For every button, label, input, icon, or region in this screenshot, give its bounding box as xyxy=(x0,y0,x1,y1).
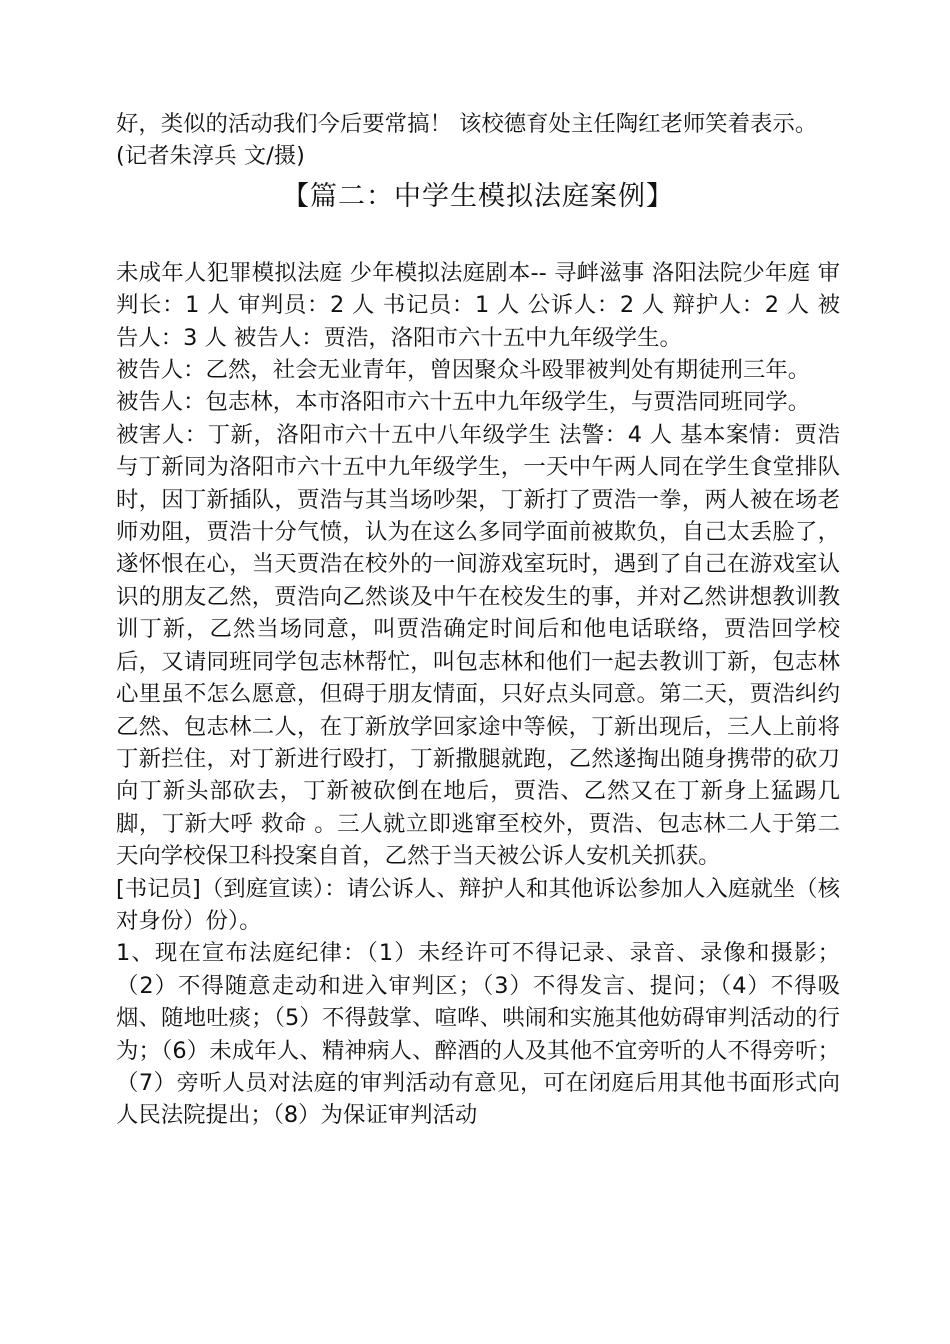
body-paragraph-clerk: [书记员]（到庭宣读）：请公诉人、辩护人和其他诉讼参加人入庭就坐（核对身份）份）。 xyxy=(116,875,840,934)
document-page xyxy=(116,108,840,1132)
body-paragraph-cast: 未成年人犯罪模拟法庭 少年模拟法庭剧本-- 寻衅滋事 洛阳法院少年庭 审判长：1 人 审判员：2 人 书记员：1 人 公诉人：2 人 辩护人：2 人 被告人：3 人 被告人：贾浩，洛阳市六十五中九年级学生。 xyxy=(116,259,840,351)
body-paragraph-defendant-2: 被告人：乙然，社会无业青年，曾因聚众斗殴罪被判处有期徒刑三年。 xyxy=(116,357,811,384)
body-paragraph-defendant-3: 被告人：包志林，本市洛阳市六十五中九年级学生，与贾浩同班同学。 xyxy=(116,389,811,416)
reporter-credit: (记者朱淳兵 文/摄) xyxy=(116,143,305,170)
body-paragraph-court-rules: 1、现在宣布法庭纪律：（1）未经许可不得记录、录音、录像和摄影；（2）不得随意走动和进入审判区；（3）不得发言、提问；（4）不得吸烟、随地吐痰；（5）不得鼓掌、喧哗、哄闹和实施其他妨碍审判活动的行为；（6）未成年人、精神病人、醉酒的人及其他不宜旁听的人不得旁听；（7）旁听人员对法庭的审判活动有意见，可在闭庭后用其他书面形式向人民法院提出；（8）为保证审判活动 xyxy=(116,940,840,1129)
intro-paragraph: 好，类似的活动我们今后要常搞！ 该校德育处主任陶红老师笑着表示。 xyxy=(116,111,818,137)
section-title: 【篇二：中学生模拟法庭案例】 xyxy=(282,180,674,212)
body-paragraph-case-facts: 被害人：丁新，洛阳市六十五中八年级学生 法警：4 人 基本案情：贾浩与丁新同为洛阳市六十五中九年级学生，一天中午两人同在学生食堂排队时，因丁新插队，贾浩与其当场吵架，丁新打了贾浩一拳，两人被在场老师劝阻，贾浩十分气愤，认为在这么多同学面前被欺负，自己太丢脸了，遂怀恨在心，当天贾浩在校外的一间游戏室玩时，遇到了自己在游戏室认识的朋友乙然，贾浩向乙然谈及中午在校发生的事，并对乙然讲想教训教训丁新，乙然当场同意，叫贾浩确定时间后和他电话联络，贾浩回学校后，又请同班同学包志林帮忙，叫包志林和他们一起去教训丁新，包志林心里虽不怎么愿意，但碍于朋友情面，只好点头同意。第二天，贾浩纠约乙然、包志林二人，在丁新放学回家途中等候，丁新出现后，三人上前将丁新拦住，对丁新进行殴打，丁新撒腿就跑，乙然遂掏出随身携带的砍刀向丁新头部砍去，丁新被砍倒在地后，贾浩、乙然又在丁新身上猛踢几脚，丁新大呼 救命 。三人就立即逃窜至校外，贾浩、包志林二人于第二天向学校保卫科投案自首，乙然于当天被公诉人安机关抓获。 xyxy=(116,421,840,870)
